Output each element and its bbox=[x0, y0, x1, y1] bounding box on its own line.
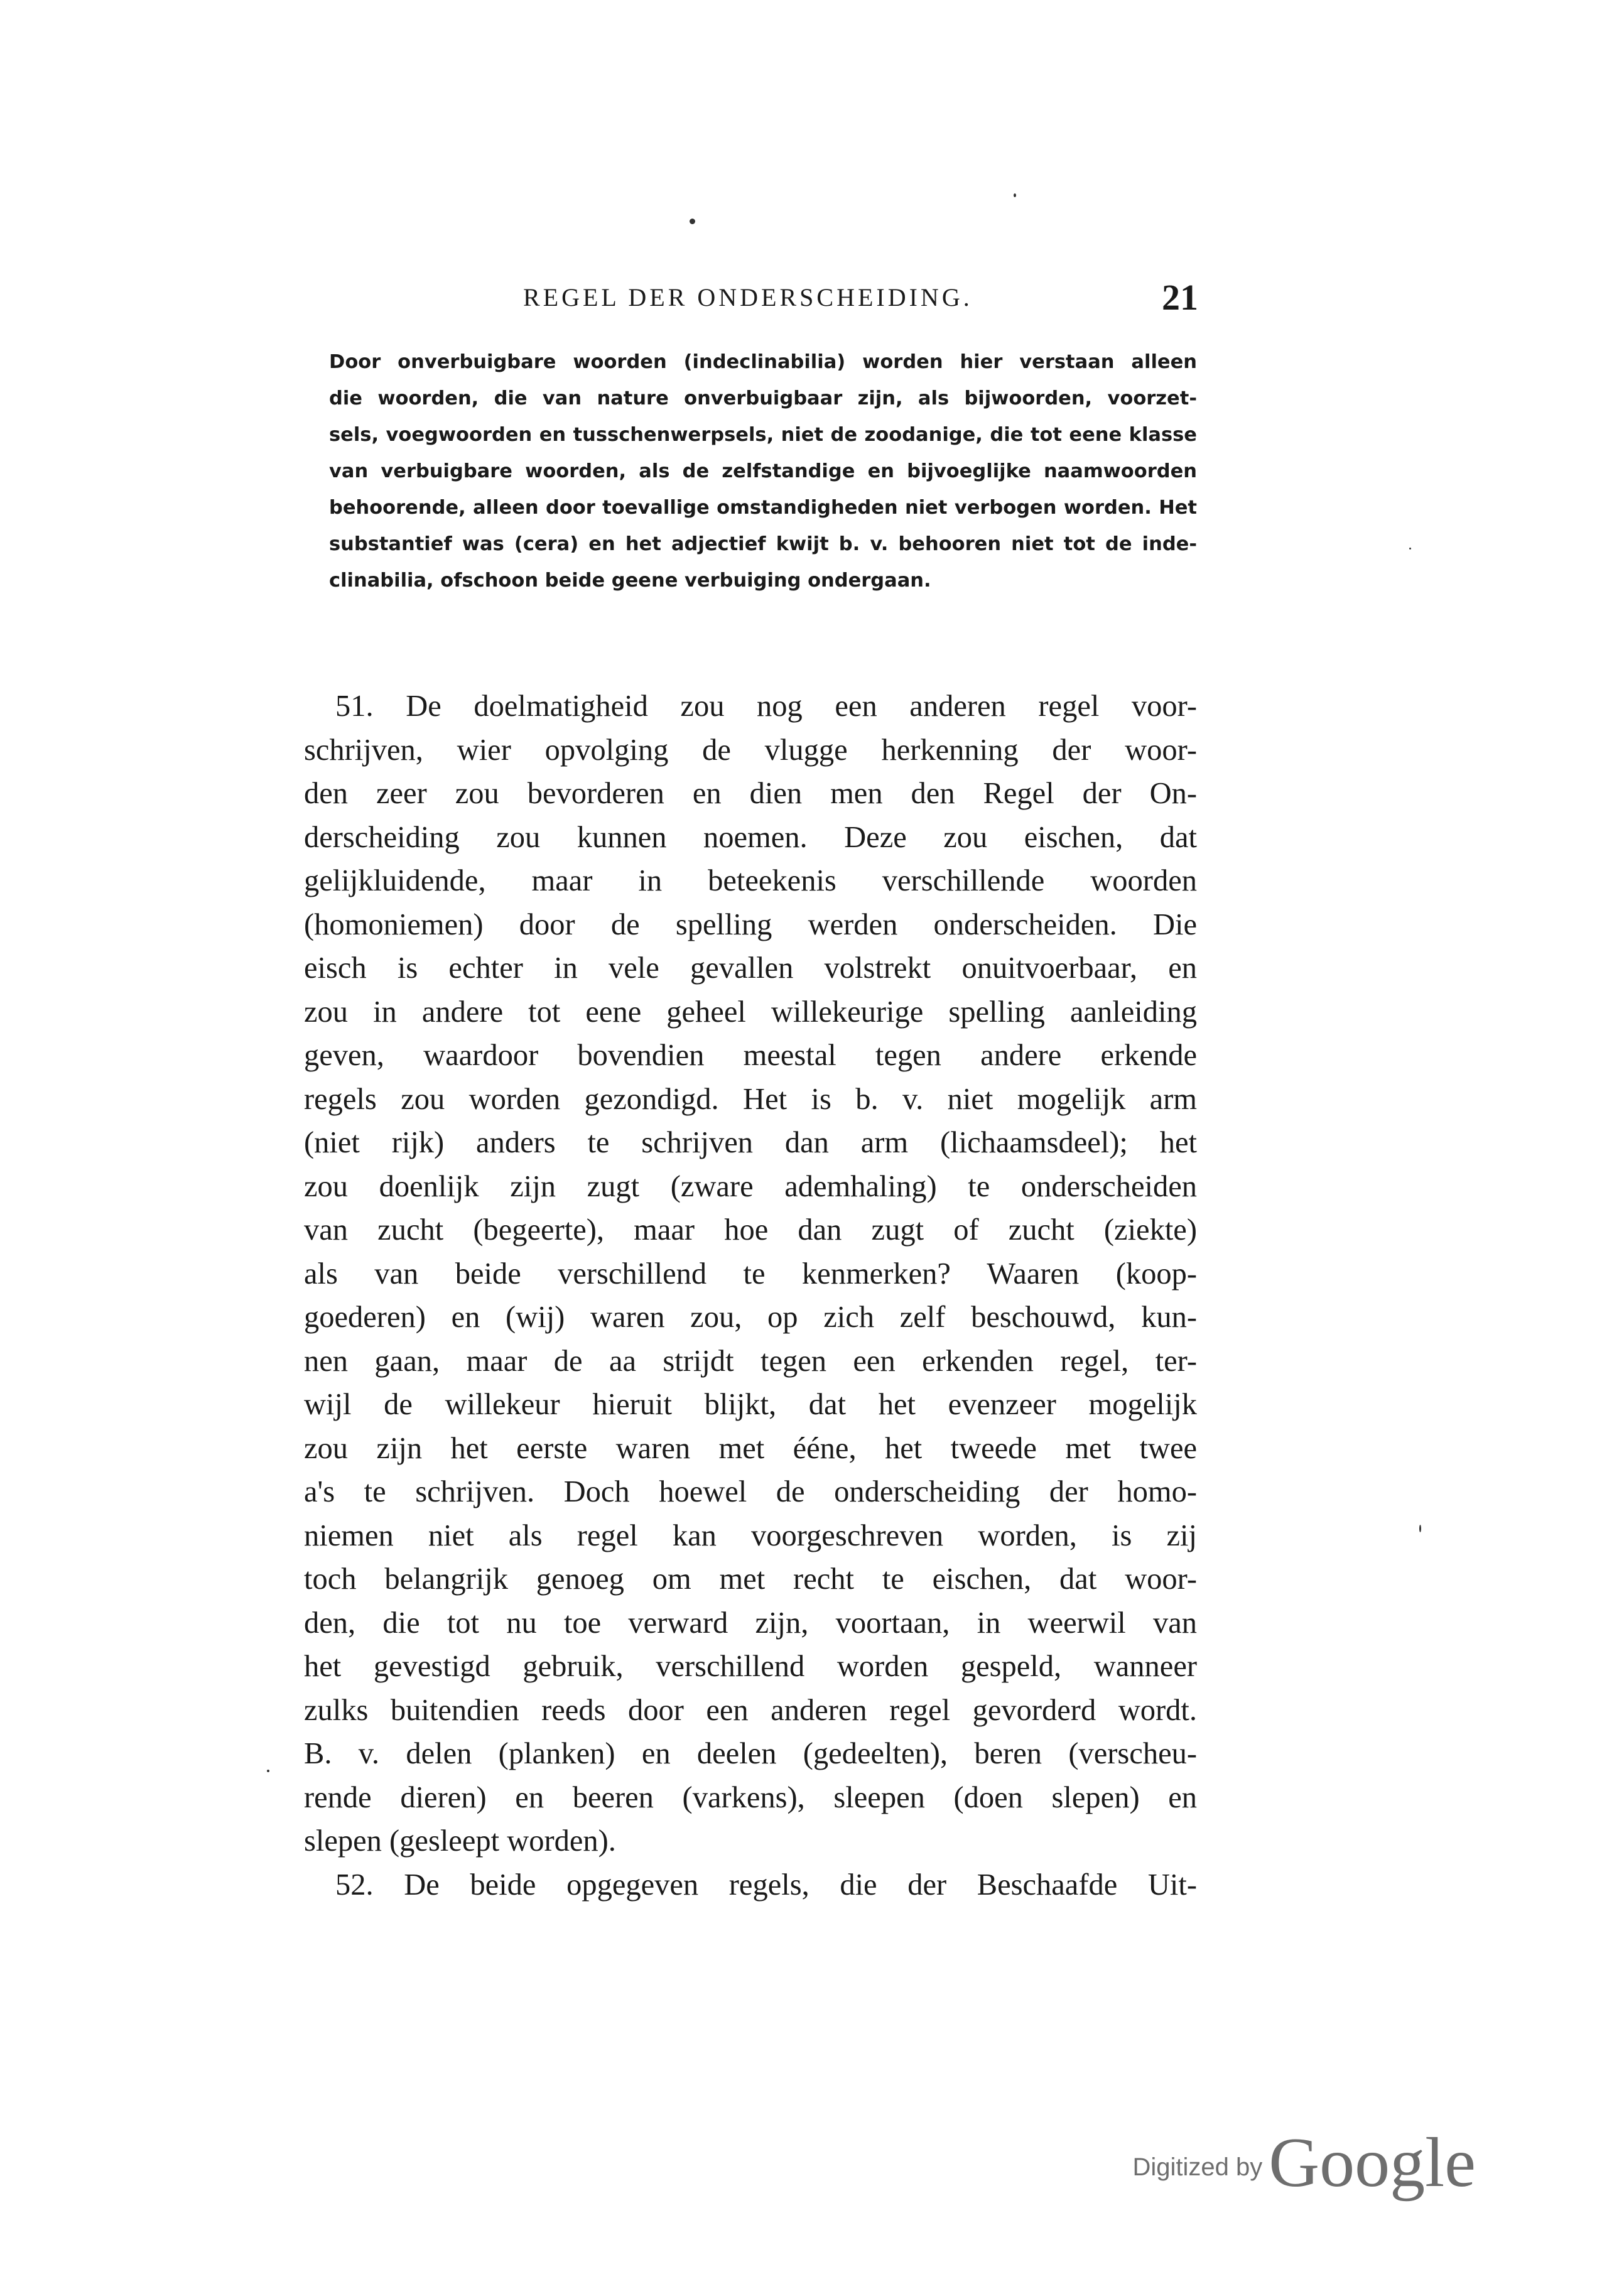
footnote-line: clinabilia, ofschoon beide geene verbuiging ondergaan. bbox=[329, 570, 931, 592]
body-line: (homoniemen) door de spelling werden onderscheiden. Die bbox=[304, 907, 1197, 941]
body-line: geven, waardoor bovendien meestal tegen andere erkende bbox=[304, 1039, 1197, 1072]
google-logo: Google bbox=[1269, 2124, 1476, 2202]
running-title: REGEL DER ONDERSCHEIDING. bbox=[523, 283, 973, 311]
body-line: nen gaan, maar de aa strijdt tegen een erkenden regel, ter- bbox=[304, 1344, 1197, 1378]
body-line: toch belangrijk genoeg om met recht te eischen, dat woor- bbox=[304, 1562, 1197, 1596]
scan-speck bbox=[1419, 1525, 1421, 1532]
body-line: a's te schrijven. Doch hoewel de onderscheiding der homo- bbox=[304, 1475, 1197, 1508]
footnote-line: die woorden, die van nature onverbuigbaar zijn, als bijwoorden, voorzet- bbox=[329, 387, 1197, 409]
body-line: slepen (gesleept worden). bbox=[304, 1824, 616, 1858]
body-line: B. v. delen (planken) en deelen (gedeelten), beren (verscheu- bbox=[304, 1737, 1197, 1770]
body-line: zou in andere tot eene geheel willekeurige spelling aanleiding bbox=[304, 995, 1197, 1029]
body-line: als van beide verschillend te kenmerken? Waaren (koop- bbox=[304, 1257, 1197, 1291]
scan-speck bbox=[1409, 548, 1411, 549]
body-line: 51. De doelmatigheid zou nog een anderen regel voor- bbox=[335, 690, 1197, 723]
scan-speck bbox=[690, 219, 695, 224]
body-line: eisch is echter in vele gevallen volstrekt onuitvoerbaar, en bbox=[304, 951, 1197, 985]
body-line: het gevestigd gebruik, verschillend worden gespeld, wanneer bbox=[304, 1650, 1197, 1683]
footnote bbox=[329, 344, 1197, 599]
footnote-line: substantief was (cera) en het adjectief kwijt b. v. behooren niet tot de inde- bbox=[329, 533, 1197, 555]
page-header bbox=[306, 276, 1198, 327]
body-line: goederen) en (wij) waren zou, op zich zelf beschouwd, kun- bbox=[304, 1301, 1197, 1334]
footnote-line: van verbuigbare woorden, als de zelfstandige en bijvoeglijke naamwoorden bbox=[329, 460, 1197, 482]
body-text bbox=[304, 685, 1197, 1907]
body-line: regels zou worden gezondigd. Het is b. v. niet mogelijk arm bbox=[304, 1082, 1197, 1116]
body-line: niemen niet als regel kan voorgeschreven worden, is zij bbox=[304, 1518, 1197, 1552]
body-line: rende dieren) en beeren (varkens), sleepen (doen slepen) en bbox=[304, 1780, 1197, 1814]
body-line: gelijkluidende, maar in beteekenis verschillende woorden bbox=[304, 864, 1197, 897]
body-line: zou doenlijk zijn zugt (zware ademhaling) te onderscheiden bbox=[304, 1169, 1197, 1203]
body-line: zou zijn het eerste waren met ééne, het tweede met twee bbox=[304, 1431, 1197, 1465]
body-line: van zucht (begeerte), maar hoe dan zugt of zucht (ziekte) bbox=[304, 1213, 1197, 1247]
body-line: 52. De beide opgegeven regels, die der Beschaafde Uit- bbox=[335, 1868, 1197, 1902]
scan-speck bbox=[267, 1770, 269, 1772]
body-line: wijl de willekeur hieruit blijkt, dat het evenzeer mogelijk bbox=[304, 1388, 1197, 1421]
scan-speck bbox=[1014, 193, 1016, 197]
footnote-line: sels, voegwoorden en tusschenwerpsels, niet de zoodanige, die tot eene klasse bbox=[329, 424, 1197, 446]
footnote-line: behoorende, alleen door toevallige omstandigheden niet verbogen worden. Het bbox=[329, 497, 1197, 519]
digitized-by-google-watermark bbox=[1124, 2116, 1476, 2202]
page-number: 21 bbox=[1162, 277, 1198, 318]
body-line: zulks buitendien reeds door een anderen regel gevorderd wordt. bbox=[304, 1693, 1197, 1727]
body-line: (niet rijk) anders te schrijven dan arm (lichaamsdeel); het bbox=[304, 1126, 1197, 1159]
body-line: den, die tot nu toe verward zijn, voortaan, in weerwil van bbox=[304, 1606, 1197, 1640]
footnote-line: Door onverbuigbare woorden (indeclinabilia) worden hier verstaan alleen bbox=[329, 351, 1197, 373]
body-line: derscheiding zou kunnen noemen. Deze zou eischen, dat bbox=[304, 820, 1197, 854]
body-line: schrijven, wier opvolging de vlugge herkenning der woor- bbox=[304, 733, 1197, 767]
body-line: den zeer zou bevorderen en dien men den Regel der On- bbox=[304, 777, 1197, 810]
watermark-label: Digitized by bbox=[1132, 2153, 1263, 2181]
